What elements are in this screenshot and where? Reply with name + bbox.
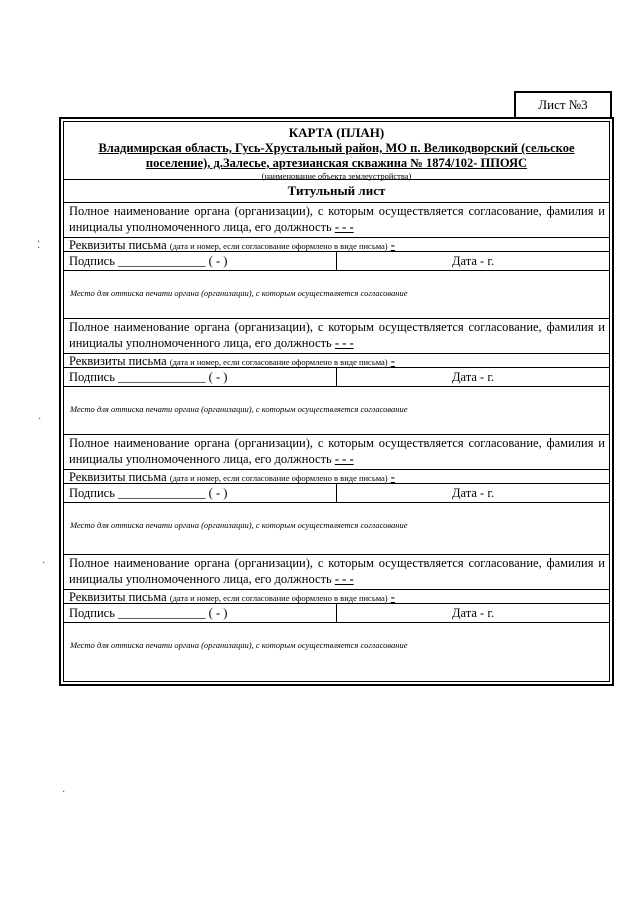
letter-details-hint: (дата и номер, если согласование оформлено в виде письма) xyxy=(169,357,388,367)
organization-label: Полное наименование органа (организации), с которым осуществляется согласование, фамилия и инициалы уполномоченного лица, его должность xyxy=(69,556,605,586)
signature-value: ( - ) xyxy=(208,370,228,384)
scan-mark: · xyxy=(42,558,46,569)
stamp-area xyxy=(64,387,609,431)
letter-details-row xyxy=(64,470,609,484)
signature-cell xyxy=(64,368,337,386)
letter-details-row xyxy=(64,238,609,252)
scan-mark: · xyxy=(38,414,42,425)
letter-details-row xyxy=(64,590,609,604)
date-text: Дата - г. xyxy=(452,486,495,500)
date-text: Дата - г. xyxy=(452,254,495,268)
document-inner-frame xyxy=(63,121,610,682)
date-cell xyxy=(337,252,609,270)
signature-row xyxy=(64,252,609,271)
stamp-text: Место для оттиска печати органа (организации), с которым осуществляется согласование xyxy=(70,520,408,530)
letter-details-hint: (дата и номер, если согласование оформлено в виде письма) xyxy=(169,241,388,251)
document-frame xyxy=(59,117,614,686)
approval-block xyxy=(64,202,609,319)
signature-value: ( - ) xyxy=(208,606,228,620)
object-name: Владимирская область, Гусь-Хрустальный район, МО п. Великодворский (сельское поселение), д.Залесье, артезианская скважина № 1874/102- ППОЯС xyxy=(98,141,575,170)
letter-details-label: Реквизиты письма xyxy=(69,238,167,252)
document-title: КАРТА (ПЛАН) xyxy=(288,125,385,140)
letter-details-hint: (дата и номер, если согласование оформлено в виде письма) xyxy=(169,473,388,483)
letter-details-label: Реквизиты письма xyxy=(69,590,167,604)
signature-line: ______________ xyxy=(118,254,206,268)
stamp-text: Место для оттиска печати органа (организации), с которым осуществляется согласование xyxy=(70,288,408,298)
signature-row xyxy=(64,604,609,623)
stamp-text: Место для оттиска печати органа (организации), с которым осуществляется согласование xyxy=(70,404,408,414)
organization-row xyxy=(64,318,609,354)
organization-value: - - - xyxy=(334,572,354,586)
organization-label: Полное наименование органа (организации), с которым осуществляется согласование, фамилия и инициалы уполномоченного лица, его должность xyxy=(69,204,605,234)
date-text: Дата - г. xyxy=(452,606,495,620)
organization-value: - - - xyxy=(334,452,354,466)
signature-row xyxy=(64,368,609,387)
letter-details-label: Реквизиты письма xyxy=(69,470,167,484)
signature-label: Подпись xyxy=(69,606,115,620)
signature-line: ______________ xyxy=(118,606,206,620)
stamp-area xyxy=(64,271,609,315)
organization-row xyxy=(64,554,609,590)
stamp-text: Место для оттиска печати органа (организации), с которым осуществляется согласование xyxy=(70,640,408,650)
signature-value: ( - ) xyxy=(208,254,228,268)
approval-block xyxy=(64,434,609,555)
date-cell xyxy=(337,368,609,386)
signature-cell xyxy=(64,252,337,270)
letter-details-value: - xyxy=(390,354,395,368)
organization-value: - - - xyxy=(334,220,354,234)
document-header xyxy=(64,122,609,180)
signature-line: ______________ xyxy=(118,486,206,500)
signature-label: Подпись xyxy=(69,254,115,268)
signature-label: Подпись xyxy=(69,486,115,500)
letter-details-value: - xyxy=(390,590,395,604)
organization-label: Полное наименование органа (организации), с которым осуществляется согласование, фамилия и инициалы уполномоченного лица, его должность xyxy=(69,436,605,466)
scan-mark: ⁚ xyxy=(37,240,41,251)
organization-row xyxy=(64,434,609,470)
signature-cell xyxy=(64,484,337,502)
stamp-area xyxy=(64,503,609,547)
stamp-area xyxy=(64,623,609,667)
sheet-number-box xyxy=(514,91,612,119)
section-title: Титульный лист xyxy=(64,179,609,203)
letter-details-label: Реквизиты письма xyxy=(69,354,167,368)
letter-details-hint: (дата и номер, если согласование оформлено в виде письма) xyxy=(169,593,388,603)
signature-value: ( - ) xyxy=(208,486,228,500)
scan-mark: · xyxy=(62,787,66,798)
date-cell xyxy=(337,604,609,622)
signature-line: ______________ xyxy=(118,370,206,384)
signature-row xyxy=(64,484,609,503)
letter-details-row xyxy=(64,354,609,368)
organization-label: Полное наименование органа (организации), с которым осуществляется согласование, фамилия и инициалы уполномоченного лица, его должность xyxy=(69,320,605,350)
object-caption: (наименование объекта землеустройства) xyxy=(261,171,412,181)
signature-label: Подпись xyxy=(69,370,115,384)
approval-block xyxy=(64,318,609,435)
date-text: Дата - г. xyxy=(452,370,495,384)
letter-details-value: - xyxy=(390,238,395,252)
signature-cell xyxy=(64,604,337,622)
organization-value: - - - xyxy=(334,336,354,350)
approval-block xyxy=(64,554,609,683)
date-cell xyxy=(337,484,609,502)
organization-row xyxy=(64,202,609,238)
sheet-number: Лист №3 xyxy=(538,97,588,112)
letter-details-value: - xyxy=(390,470,395,484)
